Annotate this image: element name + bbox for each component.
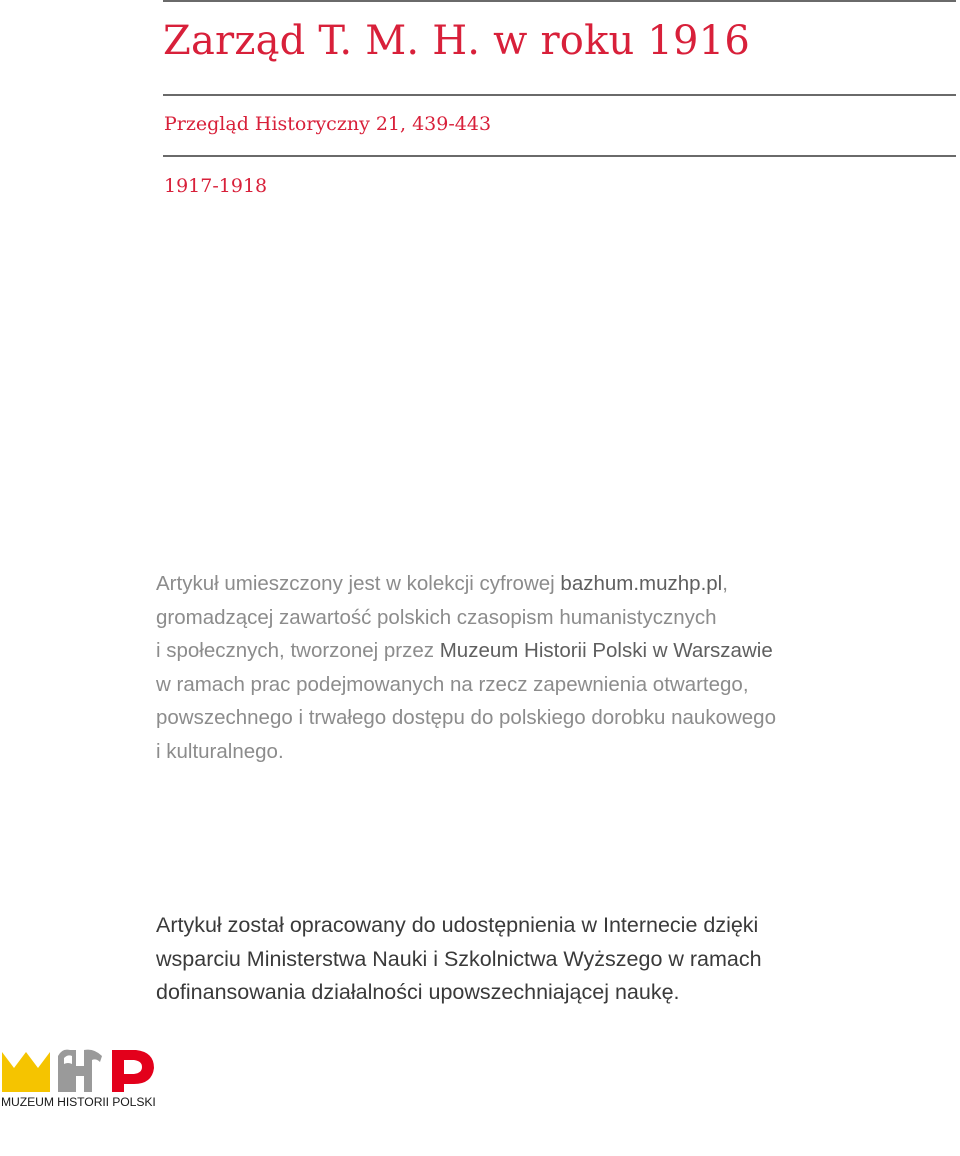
collection-line-5: powszechnego i trwałego dostępu do polskiego dorobku naukowego: [156, 706, 776, 729]
collection-note: [156, 567, 916, 768]
museum-name: Muzeum Historii Polski w Warszawie: [439, 639, 773, 662]
museum-logo: [0, 1046, 160, 1112]
journal-rule: [163, 155, 956, 157]
funding-line-2: wsparciu Ministerstwa Nauki i Szkolnictwa Wyższego w ramach: [156, 946, 762, 971]
muzeum-historii-polski-logo-icon: [0, 1046, 160, 1094]
top-rule: [163, 0, 956, 2]
funding-line-1: Artykuł został opracowany do udostępnienia w Internecie dzięki: [156, 913, 759, 937]
funding-line-3: dofinansowania działalności upowszechniającej naukę.: [156, 980, 680, 1004]
collection-line-2: gromadzącej zawartość polskich czasopism humanistycznych: [156, 605, 717, 629]
collection-line-6: i kulturalnego.: [156, 739, 284, 763]
collection-line-3: i społecznych, tworzonej przez Muzeum Historii Polski w Warszawie: [156, 639, 773, 662]
journal-citation: Przegląd Historyczny 21, 439-443: [164, 113, 492, 135]
logo-text: MUZEUM HISTORII POLSKI: [1, 1095, 156, 1109]
article-title: Zarząd T. M. H. w roku 1916: [163, 18, 751, 64]
collection-line-4: w ramach prac podejmowanych na rzecz zapewnienia otwartego,: [156, 672, 749, 696]
title-rule: [163, 94, 956, 96]
collection-line-1: Artykuł umieszczony jest w kolekcji cyfrowej bazhum.muzhp.pl,: [156, 572, 728, 595]
bazhum-link[interactable]: bazhum.muzhp.pl: [560, 572, 723, 595]
publication-years: 1917-1918: [164, 175, 268, 197]
funding-note: [156, 909, 916, 1010]
